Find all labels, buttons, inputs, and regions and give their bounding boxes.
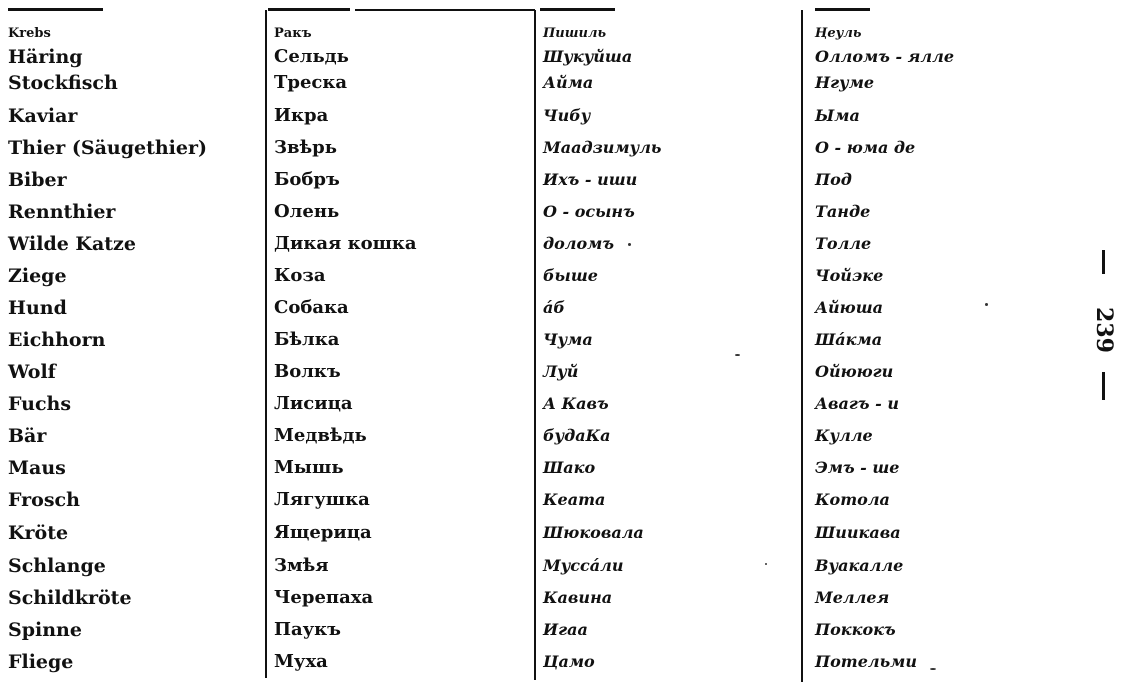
dialect-word-1: Айма [543, 73, 594, 92]
table-row [0, 324, 1126, 356]
dialect-word-2: Танде [815, 202, 871, 221]
print-speck [930, 668, 936, 670]
table-row [0, 614, 1126, 646]
page-number: 239 [1091, 307, 1117, 353]
dialect-word-2: Айюша [815, 298, 883, 317]
print-speck [628, 243, 631, 246]
table-row [0, 517, 1126, 549]
german-word: Häring [8, 46, 83, 68]
german-word: Krebs [8, 26, 51, 41]
russian-word: Ящерица [274, 522, 372, 543]
top-rule-ru-2 [355, 9, 535, 11]
dialect-word-1: Чибу [543, 106, 591, 125]
dialect-word-1: Маадзимуль [543, 138, 662, 157]
german-word: Thier (Säugethier) [8, 137, 207, 159]
print-speck [735, 354, 740, 356]
dialect-word-2: Эмъ - ше [815, 458, 900, 477]
german-word: Kröte [8, 522, 69, 544]
russian-word: Олень [274, 201, 340, 222]
dialect-word-2: Авагъ - и [815, 394, 899, 413]
german-word: Kaviar [8, 105, 78, 127]
dialect-word-2: Поккокъ [815, 620, 896, 639]
table-row [0, 196, 1126, 228]
german-word: Stockfisch [8, 72, 118, 94]
dialect-word-1: Ихъ - иши [543, 170, 638, 189]
dialect-word-1: Муссáли [543, 556, 624, 575]
russian-word: Сельдь [274, 46, 349, 67]
dialect-word-2: Ойююги [815, 362, 894, 381]
dialect-word-1: Луй [543, 362, 579, 381]
dialect-word-1: Игаа [543, 620, 588, 639]
german-word: Rennthier [8, 201, 116, 223]
russian-word: Лисица [274, 393, 353, 414]
top-rule-left [8, 8, 103, 11]
dialect-word-2: Нгуме [815, 73, 875, 92]
german-word: Ziege [8, 265, 67, 287]
table-row [0, 356, 1126, 388]
page-number-dash-top [1102, 250, 1105, 274]
table-row [0, 550, 1126, 582]
german-word: Bär [8, 425, 47, 447]
german-word: Schlange [8, 555, 106, 577]
table-row [0, 260, 1126, 292]
table-row [0, 452, 1126, 484]
russian-word: Ракъ [274, 26, 312, 41]
dialect-word-2: Шáкма [815, 330, 883, 349]
russian-word: Волкъ [274, 361, 341, 382]
russian-word: Звѣрь [274, 137, 337, 158]
table-row [0, 164, 1126, 196]
russian-word: Икра [274, 105, 329, 126]
dialect-word-1: быше [543, 266, 598, 285]
dialect-word-1: Чума [543, 330, 593, 349]
top-rule-ru [268, 8, 350, 11]
german-word: Eichhorn [8, 329, 106, 351]
table-row [0, 388, 1126, 420]
german-word: Spinne [8, 619, 82, 641]
dialect-word-1: Пишиль [543, 26, 607, 41]
german-word: Wilde Katze [8, 233, 136, 255]
table-row [0, 484, 1126, 516]
russian-word: Черепаха [274, 587, 374, 608]
german-word: Biber [8, 169, 67, 191]
dialect-word-1: Кеата [543, 490, 606, 509]
russian-word: Муха [274, 651, 328, 672]
russian-word: Медвѣдь [274, 425, 367, 446]
dialect-word-1: Цамо [543, 652, 595, 671]
dialect-word-1: А Кавъ [543, 394, 609, 413]
russian-word: Мышь [274, 457, 344, 478]
russian-word: Коза [274, 265, 326, 286]
dialect-word-2: Вуакалле [815, 556, 904, 575]
top-rule-c4 [815, 8, 870, 11]
dialect-word-2: Шиикава [815, 523, 901, 542]
page-number-dash-bottom [1102, 372, 1105, 400]
dialect-word-1: будаКа [543, 426, 611, 445]
print-speck [985, 303, 988, 306]
table-row [0, 292, 1126, 324]
russian-word: Треска [274, 72, 348, 93]
dialect-word-1: Шукуйша [543, 47, 633, 66]
dialect-word-2: Котола [815, 490, 890, 509]
german-word: Wolf [8, 361, 56, 383]
german-word: Maus [8, 457, 66, 479]
russian-word: Змѣя [274, 555, 329, 576]
dialect-word-2: Ыма [815, 106, 860, 125]
dialect-word-2: Меллея [815, 588, 890, 607]
dialect-word-1: áб [543, 298, 565, 317]
russian-word: Бѣлка [274, 329, 340, 350]
print-speck [765, 563, 767, 565]
dialect-word-2: Чойэке [815, 266, 884, 285]
dialect-word-1: Кавина [543, 588, 613, 607]
dialect-word-1: Шако [543, 458, 596, 477]
dialect-word-2: Ңеуль [815, 26, 862, 41]
russian-word: Бобръ [274, 169, 340, 190]
german-word: Hund [8, 297, 67, 319]
dialect-word-2: Потельми [815, 652, 918, 671]
german-word: Fliege [8, 651, 74, 673]
german-word: Schildkröte [8, 587, 132, 609]
table-row [0, 100, 1126, 132]
dialect-word-1: Шюковала [543, 523, 644, 542]
dialect-word-2: Толле [815, 234, 872, 253]
table-row [0, 582, 1126, 614]
dialect-word-1: доломъ [543, 234, 615, 253]
table-row [0, 228, 1126, 260]
russian-word: Лягушка [274, 489, 370, 510]
german-word: Fuchs [8, 393, 72, 415]
russian-word: Дикая кошка [274, 233, 417, 254]
top-rule-c3 [540, 8, 615, 11]
russian-word: Паукъ [274, 619, 341, 640]
dialect-word-2: Под [815, 170, 852, 189]
table-row [0, 132, 1126, 164]
dialect-word-2: Кулле [815, 426, 873, 445]
dialect-word-2: Олломъ - ялле [815, 47, 954, 66]
table-row [0, 646, 1126, 678]
dialect-word-1: О - осынъ [543, 202, 635, 221]
german-word: Frosch [8, 489, 80, 511]
dialect-word-2: О - юма де [815, 138, 916, 157]
russian-word: Собака [274, 297, 349, 318]
table-row [0, 420, 1126, 452]
table-row [0, 67, 1126, 99]
